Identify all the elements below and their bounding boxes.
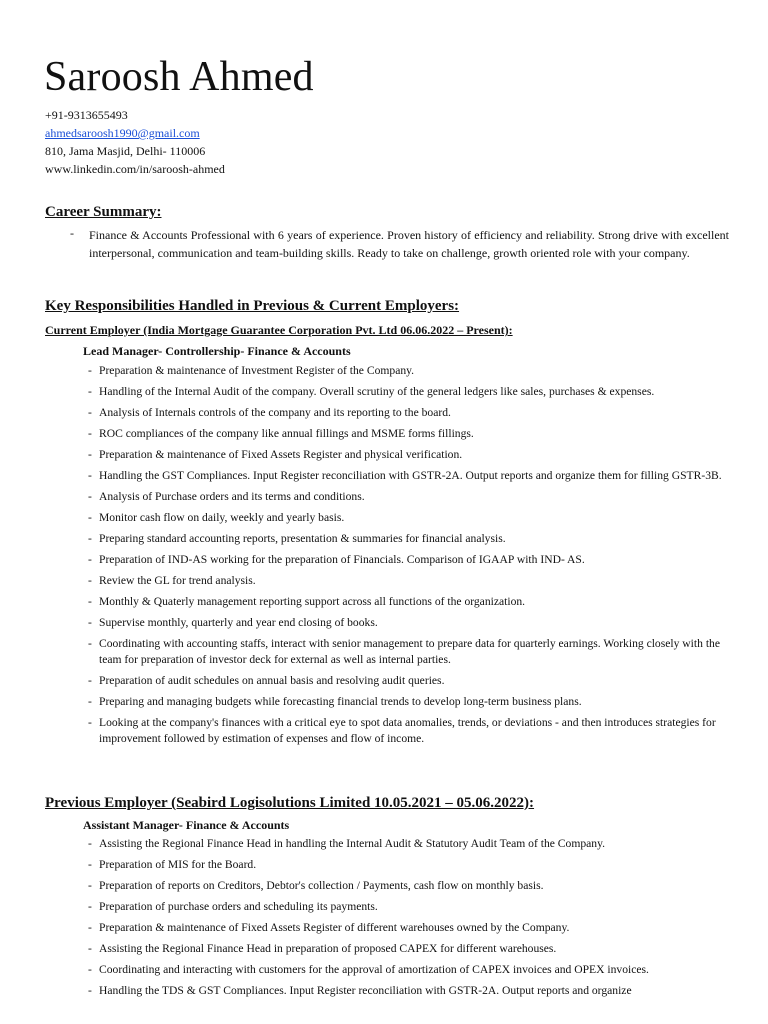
list-item: - Assisting the Regional Finance Head in handling the Internal Audit & Statutory Audit Team of the Company. <box>88 836 728 852</box>
list-item: - Preparation of purchase orders and scheduling its payments. <box>88 899 728 915</box>
list-item: - Review the GL for trend analysis. <box>88 573 728 589</box>
career-summary-heading: Career Summary: <box>45 204 162 220</box>
responsibilities-heading: Key Responsibilities Handled in Previous & Current Employers: <box>45 298 460 314</box>
list-item: - Preparation & maintenance of Fixed Assets Register and physical verification. <box>88 447 728 463</box>
list-item: - Assisting the Regional Finance Head in preparation of proposed CAPEX for different warehouses. <box>88 941 728 957</box>
previous-role-title: Assistant Manager- Finance & Accounts <box>83 818 290 832</box>
previous-employer-heading <box>45 793 534 813</box>
previous-employer-heading-text: Previous Employer (Seabird Logisolutions Limited 10.05.2021 – 05.06.2022): <box>45 795 535 811</box>
list-item: - Preparation of audit schedules on annual basis and resolving audit queries. <box>88 673 728 689</box>
previous-responsibilities-list <box>88 836 728 1004</box>
list-item: - Preparing standard accounting reports, presentation & summaries for financial analysis. <box>88 531 728 547</box>
list-item: - Monitor cash flow on daily, weekly and yearly basis. <box>88 510 728 526</box>
candidate-name: Saroosh Ahmed <box>44 54 314 100</box>
summary-bullet: - <box>70 226 74 240</box>
address: 810, Jama Masjid, Delhi- 110006 <box>45 144 206 158</box>
list-item: - Handling the GST Compliances. Input Register reconciliation with GSTR-2A. Output reports and organize them for filling GSTR-3B. <box>88 468 728 484</box>
career-summary-text: Finance & Accounts Professional with 6 years of experience. Proven history of efficiency and reliability. Strong drive with excellent interpersonal, communication and team-building skills. Ready to take on challenge, growth oriented role with your company. <box>89 228 729 260</box>
email-link[interactable]: ahmedsaroosh1990@gmail.com <box>45 126 200 140</box>
contact-block <box>45 106 225 178</box>
list-item: - Preparation of IND-AS working for the preparation of Financials. Comparison of IGAAP with IND- AS. <box>88 552 728 568</box>
list-item: - Preparation of MIS for the Board. <box>88 857 728 873</box>
list-item: - Analysis of Purchase orders and its terms and conditions. <box>88 489 728 505</box>
list-item: - Preparation & maintenance of Investment Register of the Company. <box>88 363 728 379</box>
list-item: - Analysis of Internals controls of the company and its reporting to the board. <box>88 405 728 421</box>
linkedin-url: www.linkedin.com/in/saroosh-ahmed <box>45 162 225 176</box>
list-item: - Preparation of reports on Creditors, Debtor's collection / Payments, cash flow on monthly basis. <box>88 878 728 894</box>
list-item: - Preparation & maintenance of Fixed Assets Register of different warehouses owned by the Company. <box>88 920 728 936</box>
current-role-title: Lead Manager- Controllership- Finance & Accounts <box>83 344 351 358</box>
list-item: - Monthly & Quaterly management reporting support across all functions of the organization. <box>88 594 728 610</box>
list-item: - ROC compliances of the company like annual fillings and MSME forms fillings. <box>88 426 728 442</box>
current-responsibilities-list <box>88 363 728 752</box>
list-item: - Coordinating with accounting staffs, interact with senior management to prepare data for quarterly earnings. Working closely with the team for preparation of investor deck for external as well as internal parties. <box>88 636 728 668</box>
list-item: - Coordinating and interacting with customers for the approval of amortization of CAPEX invoices and OPEX invoices. <box>88 962 728 978</box>
phone-number: +91-9313655493 <box>45 108 128 122</box>
list-item: - Handling of the Internal Audit of the company. Overall scrutiny of the general ledgers like sales, purchases & expenses. <box>88 384 728 400</box>
list-item: - Supervise monthly, quarterly and year end closing of books. <box>88 615 728 631</box>
current-employer-heading: Current Employer (India Mortgage Guarantee Corporation Pvt. Ltd 06.06.2022 – Present): <box>45 323 513 337</box>
list-item: - Preparing and managing budgets while forecasting financial trends to develop long-term business plans. <box>88 694 728 710</box>
list-item: - Handling the TDS & GST Compliances. Input Register reconciliation with GSTR-2A. Output reports and organize <box>88 983 728 999</box>
list-item: - Looking at the company's finances with a critical eye to spot data anomalies, trends, or deviations - and then introduces strategies for improvement followed by estimation of expenses and flow of income. <box>88 715 728 747</box>
